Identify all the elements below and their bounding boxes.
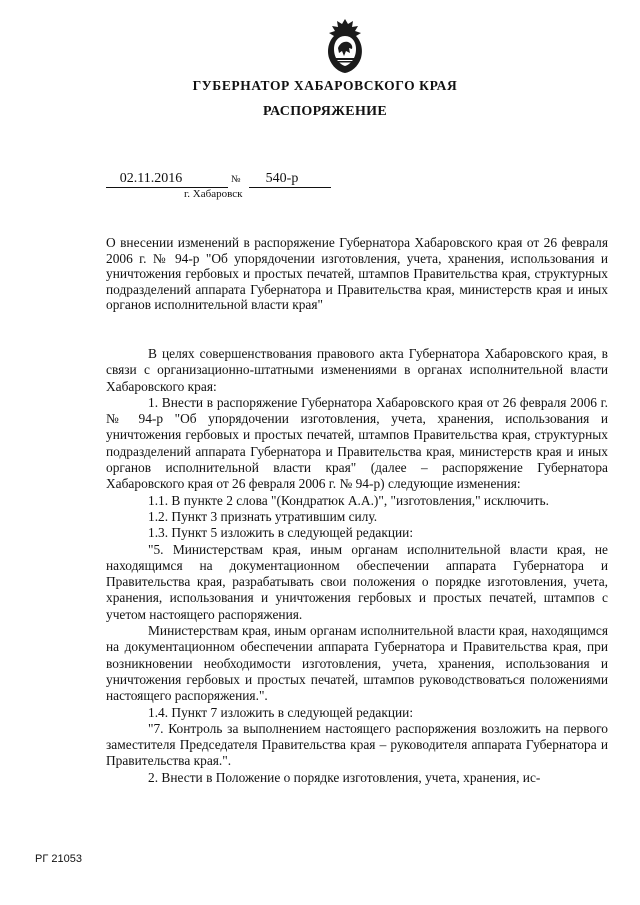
clause-1-paragraph: 1. Внести в распоряжение Губернатора Хабаровского края от 26 февраля 2006 г. № 94-р "Об упорядочении изготовления, учета, хранения, использования и уничтожения гербовых и простых печатей, штампов Правительства края, структурных подразделений аппарата Губернатора и Правительства края, министерств края и иных органов исполнительной власти края" (далее – распоряжение Губернатора Хабаровского края от 26 февраля 2006 г. № 94-р) следующие изменения:	[106, 394, 608, 492]
document-number: 540-р	[265, 171, 299, 186]
clause-1-2-paragraph: 1.2. Пункт 3 признать утратившим силу.	[148, 508, 378, 524]
document-date: 02.11.2016	[119, 171, 183, 186]
quoted-item-5-continuation: Министерствам края, иным органам исполнительной власти края, находящимся на документационном обеспечении аппарата Губернатора и Правительства края, при возникновении необходимости изготовления, учета, хранения, использования и уничтожения гербовых и простых печатей, штампов руководствоваться положениями настоящего распоряжения.".	[106, 623, 608, 704]
number-underline	[249, 187, 331, 188]
clause-2-paragraph: 2. Внести в Положение о порядке изготовления, учета, хранения, ис-	[148, 769, 541, 785]
clause-1-1-paragraph: 1.1. В пункте 2 слова "(Кондратюк А.А.)", "изготовления," исключить.	[148, 492, 549, 508]
issue-city: г. Хабаровск	[184, 188, 243, 200]
document-subject: О внесении изменений в распоряжение Губернатора Хабаровского края от 26 февраля 2006 г. № 94-р "Об упорядочении изготовления, учета, хранения, использования и уничтожения гербовых и простых печатей, штампов Правительства края, структурных подразделений аппарата Губернатора и Правительства края, министерств края и иных органов исполнительной власти края"	[106, 235, 608, 312]
document-body	[106, 346, 608, 786]
preamble-paragraph: В целях совершенствования правового акта Губернатора Хабаровского края, в связи с организационно-штатными изменениями в органах исполнительной власти Хабаровского края:	[106, 346, 608, 394]
document-type: РАСПОРЯЖЕНИЕ	[263, 104, 387, 119]
issuing-authority: ГУБЕРНАТОР ХАБАРОВСКОГО КРАЯ	[192, 78, 458, 93]
khabarovsk-coat-of-arms-icon	[322, 18, 368, 74]
clause-1-3-paragraph: 1.3. Пункт 5 изложить в следующей редакции:	[148, 525, 414, 541]
clause-1-4-paragraph: 1.4. Пункт 7 изложить в следующей редакции:	[148, 704, 414, 720]
registry-code: РГ 21053	[35, 853, 82, 865]
quoted-item-5-paragraph: "5. Министерствам края, иным органам исполнительной власти края, не находящимся на документационном обеспечении аппарата Губернатора и Правительства края, разрабатывать свои положения о порядке изготовления, учета, хранения, использования и уничтожения гербовых и простых печатей, штампов с учетом настоящего распоряжения.	[106, 541, 608, 622]
quoted-item-7-paragraph: "7. Контроль за выполнением настоящего распоряжения возложить на первого заместителя Председателя Правительства края – руководителя аппарата Губернатора и Правительства края.".	[106, 720, 608, 769]
number-sign: №	[231, 174, 241, 185]
